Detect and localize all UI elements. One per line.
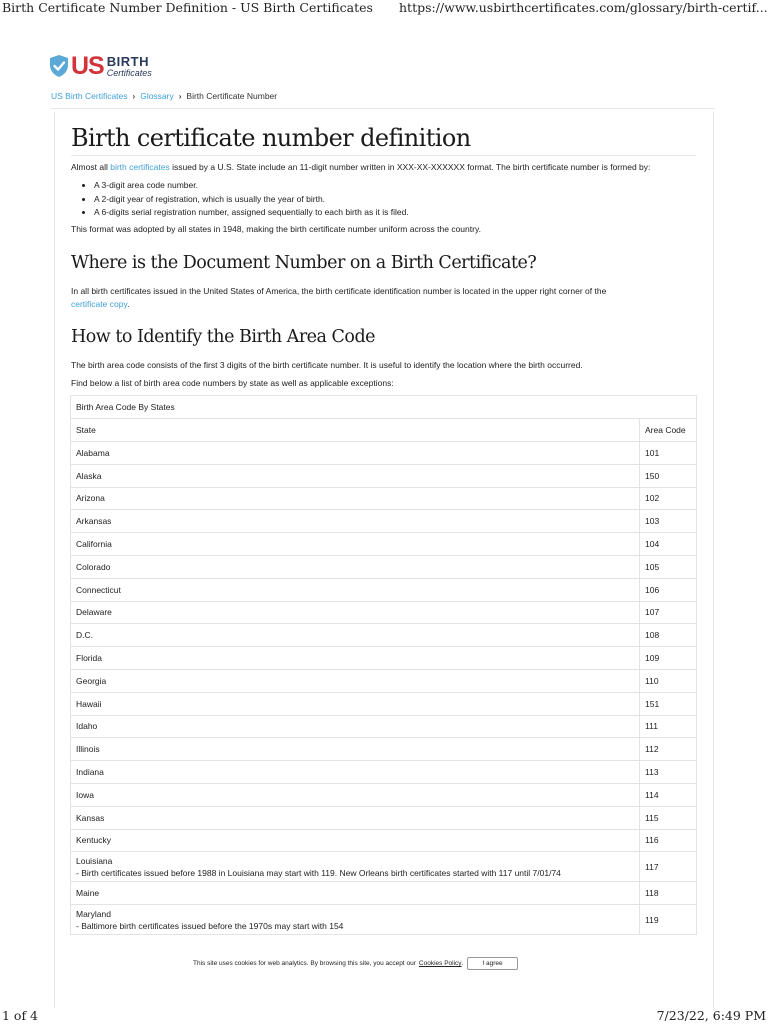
table-row [71, 533, 697, 556]
area-code-cell: 150 [640, 464, 697, 487]
birth-certificates-link[interactable]: birth certificates [110, 162, 170, 172]
table-row [71, 464, 697, 487]
area-code-cell: 104 [640, 533, 697, 556]
table-row [71, 669, 697, 692]
print-page-url: https://www.usbirthcertificates.com/glossary/birth-certif... [399, 0, 768, 15]
state-name: D.C. [76, 630, 93, 641]
state-cell [71, 738, 640, 761]
table-caption: Birth Area Code By States [71, 396, 697, 419]
breadcrumb-home-link[interactable]: US Birth Certificates [51, 91, 128, 101]
state-name: Hawaii [76, 698, 102, 709]
logo-us: US [71, 51, 104, 80]
state-name: Illinois [76, 744, 100, 755]
adoption-paragraph: This format was adopted by all states in 1948, making the birth certificate number uniform across the country. [71, 224, 481, 234]
state-cell [71, 578, 640, 601]
area-code-cell: 103 [640, 510, 697, 533]
logo-birth: BIRTH [106, 53, 149, 69]
cookie-text-end: . [461, 960, 464, 967]
print-header [0, 0, 768, 20]
table-row [71, 806, 697, 829]
area-code-cell: 151 [640, 692, 697, 715]
table-row [71, 738, 697, 761]
list-item: • A 3-digit area code number. [94, 179, 409, 193]
area-code-cell: 111 [640, 715, 697, 738]
intro-text: Almost all [71, 162, 111, 172]
breadcrumb-glossary-link[interactable]: Glossary [140, 91, 174, 101]
state-cell [71, 601, 640, 624]
state-cell [71, 442, 640, 465]
area-code-cell: 118 [640, 882, 697, 905]
table-row [71, 905, 697, 935]
state-name: Kansas [76, 812, 105, 823]
table-row [71, 692, 697, 715]
number-format-list [86, 179, 409, 220]
area-code-cell: 113 [640, 761, 697, 784]
breadcrumb-current: Birth Certificate Number [186, 91, 278, 101]
breadcrumb-separator: › [178, 92, 182, 101]
state-name: Kentucky [76, 835, 111, 846]
state-cell [71, 510, 640, 533]
table-row [71, 442, 697, 465]
state-name: Delaware [76, 607, 112, 618]
location-paragraph [71, 285, 606, 311]
state-name: Arkansas [76, 516, 112, 527]
state-cell [71, 555, 640, 578]
state-cell [71, 806, 640, 829]
print-footer [0, 1008, 768, 1024]
shield-check-icon [49, 54, 69, 78]
state-name: Maine [76, 888, 100, 899]
state-cell [71, 905, 640, 935]
state-cell [71, 533, 640, 556]
table-row [71, 715, 697, 738]
table-row [71, 761, 697, 784]
table-row [71, 783, 697, 806]
state-cell [71, 761, 640, 784]
table-row [71, 829, 697, 852]
column-header-area-code: Area Code [640, 419, 697, 442]
state-cell [71, 829, 640, 852]
area-code-cell: 117 [640, 852, 697, 882]
area-code-cell: 108 [640, 624, 697, 647]
state-name: Connecticut [76, 584, 121, 595]
agree-button[interactable]: I agree [467, 957, 517, 970]
area-code-list-intro: Find below a list of birth area code numbers by state as well as applicable exceptions: [71, 378, 394, 388]
area-code-paragraph: The birth area code consists of the first 3 digits of the birth certificate number. It is useful to identify the location where the birth occurred. [71, 360, 583, 370]
area-code-cell: 119 [640, 905, 697, 935]
certificate-copy-link[interactable]: certificate copy [71, 299, 128, 309]
area-code-cell: 116 [640, 829, 697, 852]
area-code-cell: 115 [640, 806, 697, 829]
print-datetime: 7/23/22, 6:49 PM [656, 1008, 766, 1023]
column-header-state: State [71, 419, 640, 442]
cookies-policy-link[interactable]: Cookies Policy [418, 960, 462, 967]
state-cell [71, 624, 640, 647]
location-text-end: . [127, 299, 130, 309]
state-name: Indiana [76, 767, 104, 778]
state-cell [71, 669, 640, 692]
table-row [71, 578, 697, 601]
location-heading: Where is the Document Number on a Birth Certificate? [71, 253, 537, 273]
state-cell [71, 715, 640, 738]
state-cell [71, 647, 640, 670]
table-row [71, 624, 697, 647]
list-item: • A 2-digit year of registration, which is usually the year of birth. [94, 193, 409, 207]
list-item: • A 6-digits serial registration number, assigned sequentially to each birth as it is filed. [94, 206, 409, 220]
table-row [71, 510, 697, 533]
site-logo[interactable] [49, 52, 152, 80]
area-code-cell: 105 [640, 555, 697, 578]
breadcrumb-separator: › [132, 92, 136, 101]
state-cell [71, 464, 640, 487]
state-name: Alabama [76, 447, 110, 458]
intro-paragraph [71, 161, 650, 174]
location-text: In all birth certificates issued in the United States of America, the birth certificate identification number is located in the upper right corner of the [71, 286, 607, 296]
table-row [71, 555, 697, 578]
breadcrumb [51, 91, 277, 101]
area-code-cell: 106 [640, 578, 697, 601]
area-code-cell: 107 [640, 601, 697, 624]
table-row [71, 601, 697, 624]
area-code-cell: 110 [640, 669, 697, 692]
state-cell [71, 852, 640, 882]
logo-certificates: Certificates [106, 67, 152, 78]
table-row [71, 852, 697, 882]
state-cell [71, 692, 640, 715]
area-code-cell: 114 [640, 783, 697, 806]
state-name: Arizona [76, 493, 105, 504]
state-name: Maryland [76, 908, 111, 919]
table-row [71, 882, 697, 905]
title-divider [71, 155, 696, 156]
state-name: Iowa [76, 789, 94, 800]
header-divider [51, 108, 714, 109]
state-name: Georgia [76, 675, 107, 686]
state-cell [71, 783, 640, 806]
state-name: Louisiana [76, 855, 113, 866]
area-code-cell: 102 [640, 487, 697, 510]
state-cell [71, 882, 640, 905]
state-note: - Birth certificates issued before 1988 in Louisiana may start with 119. New Orleans birth certificates started with 117 until 7/01/74 [76, 867, 561, 878]
area-code-table [70, 395, 697, 935]
state-name: Colorado [76, 561, 111, 572]
area-code-cell: 101 [640, 442, 697, 465]
area-code-heading: How to Identify the Birth Area Code [71, 327, 376, 347]
state-name: Idaho [76, 721, 98, 732]
intro-text-end: issued by a U.S. State include an 11-digit number written in XXX-XX-XXXXXX format. The birth certificate number is formed by: [169, 162, 651, 172]
state-name: Alaska [76, 470, 102, 481]
area-code-cell: 109 [640, 647, 697, 670]
table-row [71, 647, 697, 670]
table-row [71, 487, 697, 510]
area-code-cell: 112 [640, 738, 697, 761]
print-page-title: Birth Certificate Number Definition - US Birth Certificates [2, 0, 373, 15]
page-number: 1 of 4 [2, 1008, 39, 1023]
state-cell [71, 487, 640, 510]
state-name: Florida [76, 653, 102, 664]
state-name: California [76, 539, 112, 550]
state-note: - Baltimore birth certificates issued before the 1970s may start with 154 [76, 920, 344, 931]
cookie-text: This site uses cookies for web analytics. By browsing this site, you accept our [193, 960, 416, 967]
cookie-banner [193, 957, 518, 970]
page-title: Birth certificate number definition [71, 124, 471, 152]
